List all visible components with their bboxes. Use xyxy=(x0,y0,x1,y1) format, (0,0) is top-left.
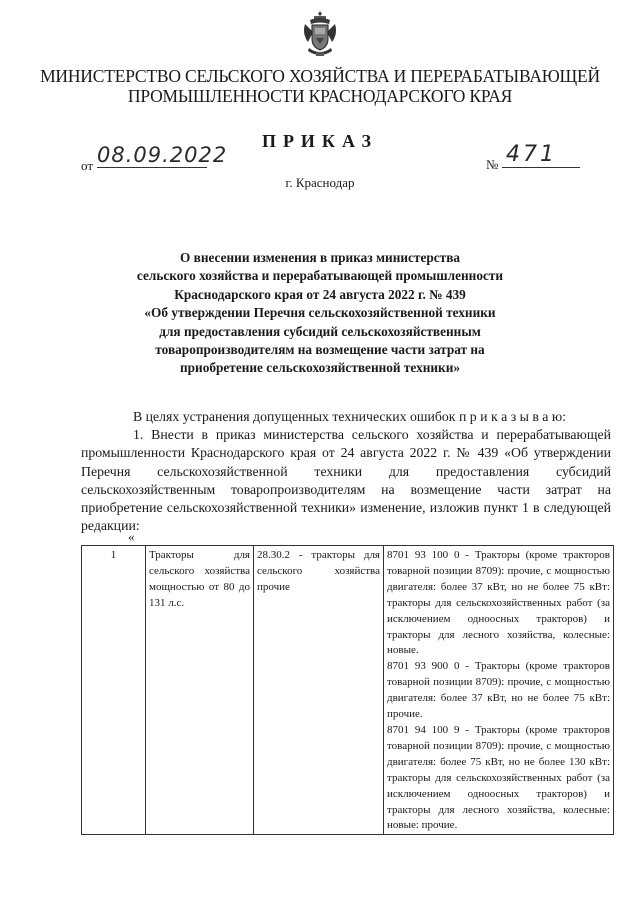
heading-line: сельского хозяйства и перерабатывающей промышленности xyxy=(136,268,504,284)
tnved-codes-cell xyxy=(384,546,614,835)
tnved-entry: 8701 93 100 0 - Тракторы (кроме тракторов товарной позиции 8709): прочие, с мощностью двигателя: более 37 кВт, но не более 75 кВт: тракторы для сельскохозяйственных работ (за исключением одноосных тракторов) и тракторы для лесного хозяйства, колесные: новые. xyxy=(387,549,610,657)
heading-line: приобретение сельскохозяйственной техники» xyxy=(179,360,461,376)
table-row xyxy=(82,546,614,835)
city-name: г. Краснодар xyxy=(285,175,355,190)
number-prefix: № xyxy=(486,157,499,172)
heading-line: товаропроизводителям на возмещение части затрат на xyxy=(155,342,485,358)
tnved-entry: 8701 93 900 0 - Тракторы (кроме тракторов товарной позиции 8709): прочие, с мощностью двигателя: более 37 кВт, но не более 75 кВт: прочие. xyxy=(387,660,610,721)
machinery-name-cell: Тракторы для сельского хозяйства мощностью от 80 до 131 л.с. xyxy=(146,546,254,835)
row-number-cell: 1 xyxy=(82,546,146,835)
date-prefix: от xyxy=(81,158,94,173)
clause-1-paragraph: 1. Внести в приказ министерства сельского хозяйства и перерабатывающей промышленности Краснодарского края от 24 августа 2022 г. № 439 «Об утверждении Перечня сельскохозяйственной техники для предоставления субсидий сельскохозяйственным товаропроизводителям на возмещение части затрат на приобретение сельскохозяйственной техники» изменение, изложив пункт 1 в следующей редакции: xyxy=(81,427,611,534)
heading-line: для предоставления субсидий сельскохозяйственным xyxy=(159,323,481,339)
heading-line: О внесении изменения в приказ министерства xyxy=(179,250,461,265)
order-body xyxy=(81,408,611,535)
okpd-code-cell: 28.30.2 - тракторы для сельского хозяйства прочие xyxy=(254,546,384,835)
coat-of-arms-icon xyxy=(301,8,339,60)
machinery-table xyxy=(81,545,614,835)
opening-quote: « xyxy=(128,529,135,544)
heading-line: Краснодарского края от 24 августа 2022 г. № 439 xyxy=(174,286,466,302)
ministry-name xyxy=(40,66,600,106)
order-heading xyxy=(100,249,540,378)
heading-line: «Об утверждении Перечня сельскохозяйственной техники xyxy=(144,305,496,321)
order-number: 471 xyxy=(502,143,580,168)
ministry-name-line1: МИНИСТЕРСТВО СЕЛЬСКОГО ХОЗЯЙСТВА И ПЕРЕРАБАТЫВАЮЩЕЙ xyxy=(40,66,600,86)
tnved-entry: 8701 94 100 9 - Тракторы (кроме тракторов товарной позиции 8709): прочие, с мощностью двигателя: более 75 кВт, но не более 130 кВт: тракторы для сельскохозяйственных работ (за исключением одноосных тракторов) и тракторы для лесного хозяйства, колесные: новые: прочие. xyxy=(387,723,610,832)
ministry-name-line2: ПРОМЫШЛЕННОСТИ КРАСНОДАРСКОГО КРАЯ xyxy=(127,86,513,106)
preamble-paragraph: В целях устранения допущенных технических ошибок п р и к а з ы в а ю: xyxy=(133,409,566,424)
document-type-title: ПРИКАЗ xyxy=(261,131,379,151)
order-date: 08.09.2022 xyxy=(97,143,228,167)
